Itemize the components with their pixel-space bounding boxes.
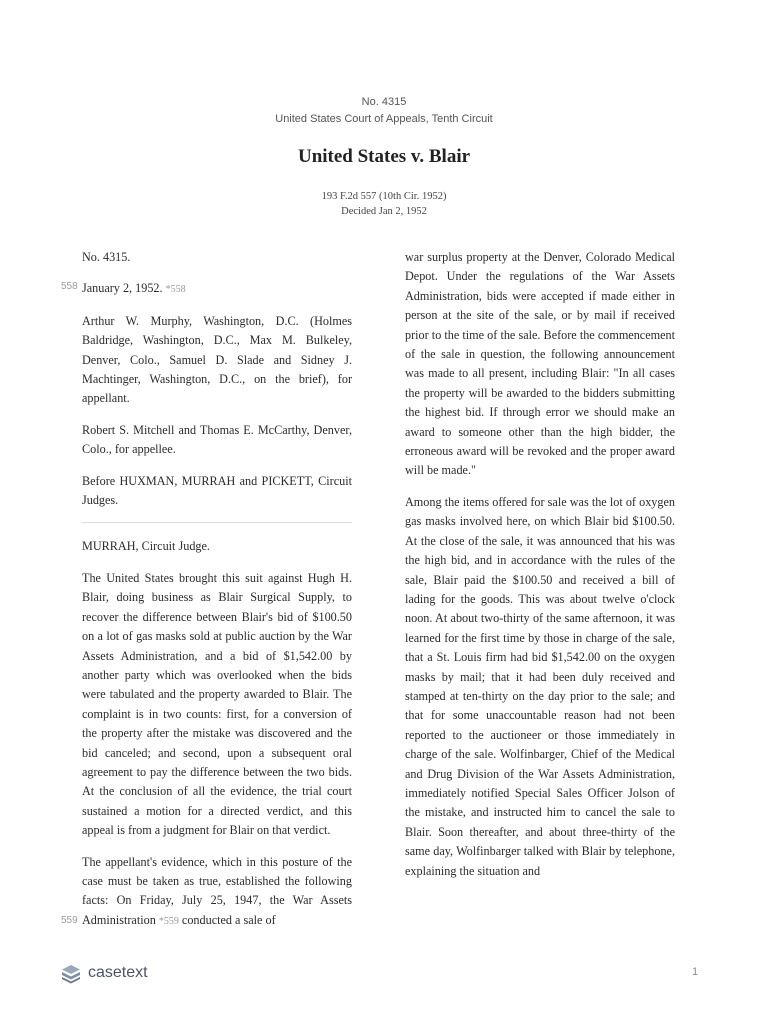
divider	[82, 522, 352, 523]
case-title: United States v. Blair	[297, 146, 471, 167]
opinion-author: MURRAH, Circuit Judge.	[82, 539, 210, 554]
opinion-paragraph-1: The United States brought this suit against Hugh H. Blair, doing business as Blair Surgical Supply, to recover the difference between Blair's bid of $100.50 on a lot of gas masks sold at public auction by the War Assets Administration, and a bid of $1,542.00 by another party which was overlooked when the bids were tabulated and the property awarded to Blair. The complaint is in two counts: first, for a conversion of the property after the mistake was discovered and the bid canceled; and second, upon a subsequent oral agreement to pay the difference between the two bids. At the conclusion of all the evidence, the trial court sustained a motion for a directed verdict, and this appeal is from a judgment for Blair on that verdict.	[82, 570, 352, 838]
star-page-559: *559	[158, 915, 179, 927]
docket-number: No. 4315.	[82, 250, 131, 264]
paragraph-2-text-a: The appellant's evidence, which in this posture of the case must be taken as true, established the following facts: On Friday, July 25, 1947, the War Assets Administration	[82, 854, 352, 927]
star-page-558: *558	[165, 284, 186, 296]
opinion-paragraph-4: Among the items offered for sale was the lot of oxygen gas masks involved here, on which Blair bid $100.50. At the close of the sale, it was announced that his was the high bid, and in accordance with the rules of the sale, Blair paid the $100.50 and received a bill of lading for the goods. This was about twelve o'clock noon. At about two-thirty of the same afternoon, it was learned for the first time by those in charge of the sale, that a St. Louis firm had bid $1,542.00 on the oxygen masks by mail; that it had been duly received and stamped at ten-thirty on the day prior to the sale; and that for some unaccountable reason had not been reported to the auctioneer or those immediately in charge of the sale. Wolfinbarger, Chief of the Medical and Drug Division of the War Assets Administration, immediately notified Special Sales Officer Jolson of the mistake, and instructed him to cancel the sale to Blair. Soon thereafter, and about three-thirty of the same day, Wolfinbarger talked with Blair by telephone, explaining the situation and	[405, 494, 675, 878]
margin-page-558: 558	[61, 281, 78, 292]
opinion-paragraph-3: war surplus property at the Denver, Colorado Medical Depot. Under the regulations of the War Assets Administration, bids were accepted if made either in person at the site of the sale, or by mail if received prior to the time of the sale. Before the commencement of the sale in question, the following announcement was made to all present, including Blair: "In all cases the property will be awarded to the bidders submitting the highest bid. If through error we should make an award to someone other than the high bidder, the erroneous award will be revoked and the proper award will be made."	[405, 250, 675, 478]
panel: Before HUXMAN, MURRAH and PICKETT, Circuit Judges.	[82, 473, 352, 508]
appellant-counsel: Arthur W. Murphy, Washington, D.C. (Holmes Baldridge, Washington, D.C., Max M. Bulkeley, Denver, Colo., Samuel D. Slade and Sidney J. Machtinger, Washington, D.C., on the brief), for appellant.	[82, 313, 352, 406]
opinion-paragraph-2	[82, 853, 352, 932]
date-text: January 2, 1952.	[82, 281, 163, 296]
decided-date: Decided Jan 2, 1952	[341, 206, 427, 217]
margin-page-559: 559	[61, 915, 78, 926]
casetext-logo[interactable]	[60, 962, 148, 984]
citation: 193 F.2d 557 (10th Cir. 1952)	[321, 191, 447, 202]
opinion-date	[82, 279, 352, 299]
casetext-logo-icon	[60, 962, 82, 984]
appellee-counsel: Robert S. Mitchell and Thomas E. McCarthy, Denver, Colo., for appellee.	[82, 422, 352, 457]
right-column	[405, 248, 675, 893]
casetext-brand: casetext	[88, 964, 148, 981]
left-column	[82, 248, 352, 943]
page-number: 1	[692, 966, 699, 978]
court-name: United States Court of Appeals, Tenth Circuit	[275, 113, 493, 125]
paragraph-2-text-b: conducted a sale of	[181, 912, 276, 927]
case-number: No. 4315	[361, 96, 407, 108]
